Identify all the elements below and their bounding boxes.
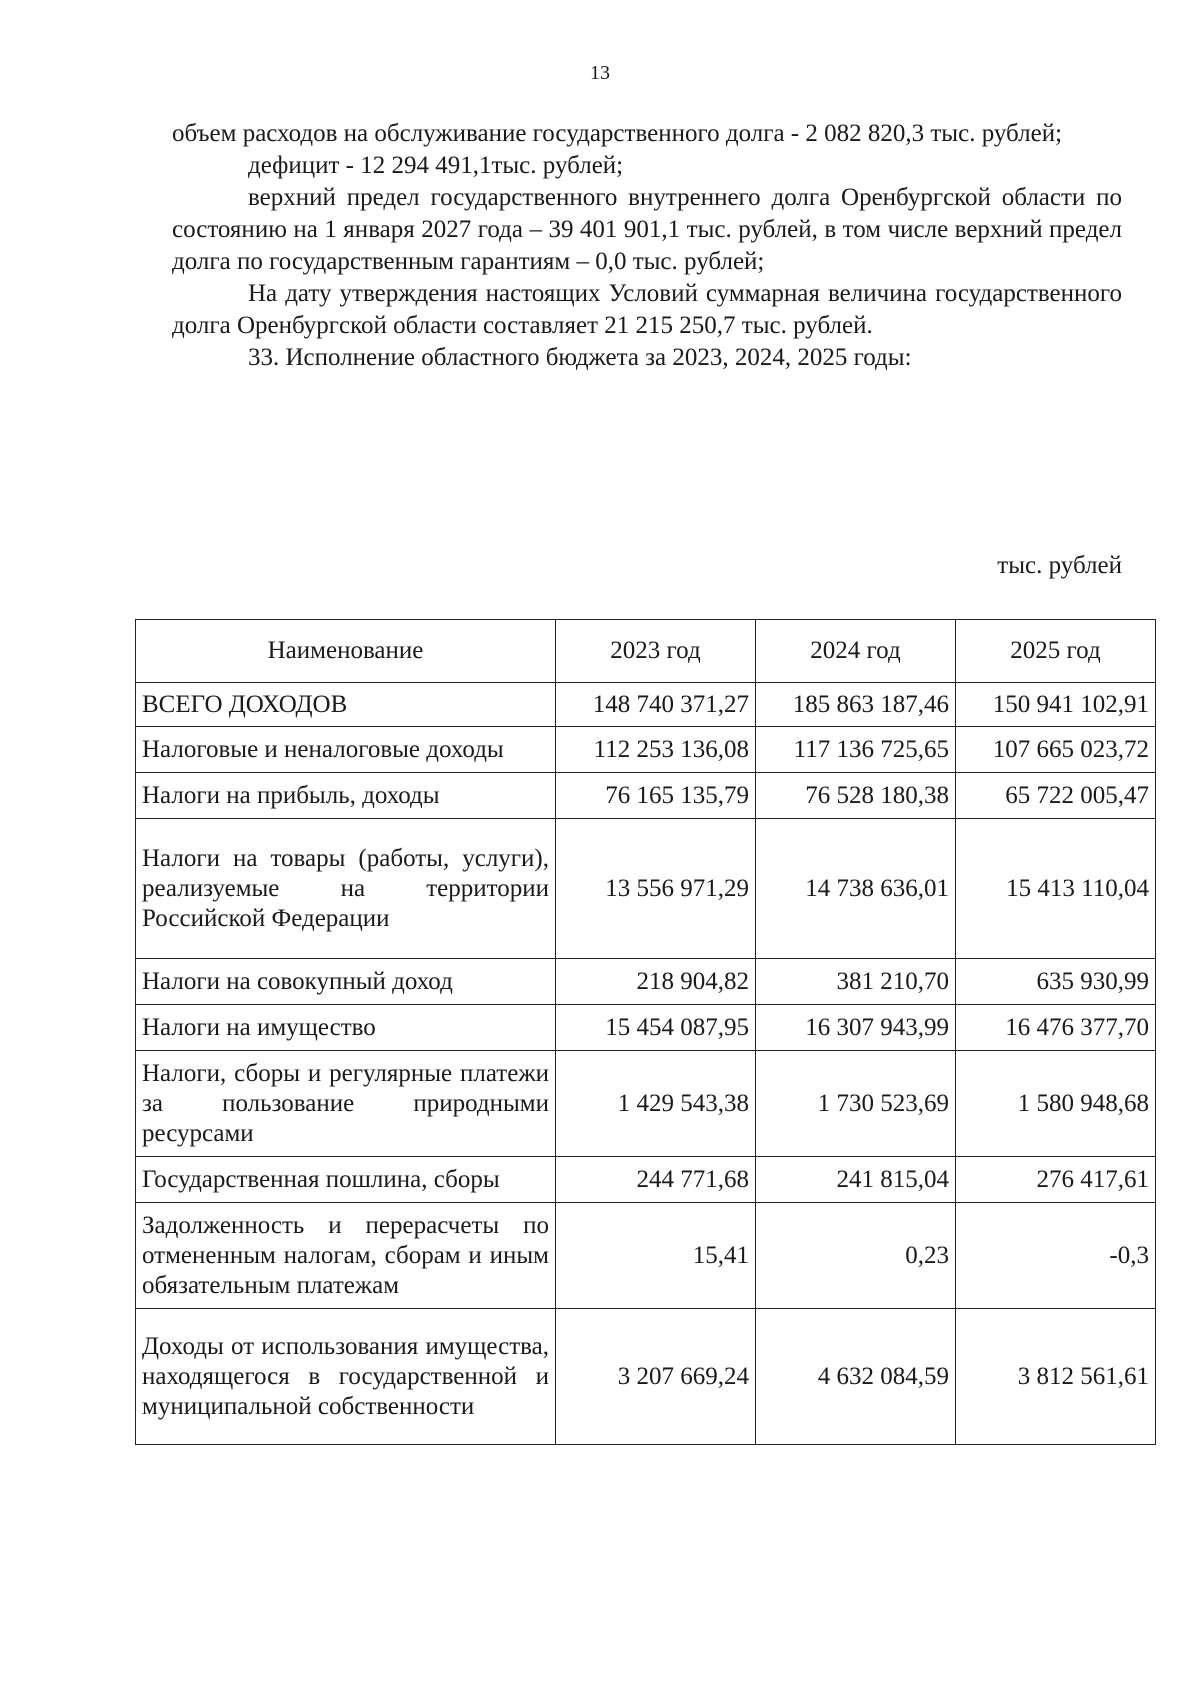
table-row bbox=[136, 1309, 1156, 1445]
row-name-cell: Налоги на имущество bbox=[136, 1005, 556, 1051]
value-2023-cell: 218 904,82 bbox=[556, 959, 756, 1005]
value-2025-cell: 15 413 110,04 bbox=[956, 819, 1156, 959]
page-number: 13 bbox=[590, 62, 610, 84]
value-2025-cell: 107 665 023,72 bbox=[956, 727, 1156, 773]
value-2024-cell: 76 528 180,38 bbox=[756, 773, 956, 819]
row-name-cell: ВСЕГО ДОХОДОВ bbox=[136, 683, 556, 727]
value-2024-cell: 4 632 084,59 bbox=[756, 1309, 956, 1445]
row-name-cell: Задолженность и перерасчеты по отмененным налогам, сборам и иным обязательным платежам bbox=[136, 1203, 556, 1309]
value-2025-cell: 635 930,99 bbox=[956, 959, 1156, 1005]
paragraph: дефицит - 12 294 491,1тыс. рублей; bbox=[248, 152, 624, 179]
value-2023-cell: 1 429 543,38 bbox=[556, 1051, 756, 1157]
value-2025-cell: 3 812 561,61 bbox=[956, 1309, 1156, 1445]
table-row bbox=[136, 959, 1156, 1005]
row-name-cell: Налоги на товары (работы, услуги), реализуемые на территории Российской Федерации bbox=[136, 819, 556, 959]
value-2023-cell: 244 771,68 bbox=[556, 1157, 756, 1203]
value-2025-cell: 16 476 377,70 bbox=[956, 1005, 1156, 1051]
paragraph: На дату утверждения настоящих Условий суммарная величина государственного долга Оренбургской области составляет 21 215 250,7 тыс. рублей. bbox=[172, 280, 1122, 339]
row-name-cell: Налоги на совокупный доход bbox=[136, 959, 556, 1005]
value-2024-cell: 241 815,04 bbox=[756, 1157, 956, 1203]
value-2025-cell: -0,3 bbox=[956, 1203, 1156, 1309]
header-2024: 2024 год bbox=[756, 620, 956, 683]
paragraph: объем расходов на обслуживание государственного долга - 2 082 820,3 тыс. рублей; bbox=[172, 120, 1063, 147]
table-row bbox=[136, 773, 1156, 819]
header-2025: 2025 год bbox=[956, 620, 1156, 683]
table-row bbox=[136, 727, 1156, 773]
header-name: Наименование bbox=[136, 620, 556, 683]
row-name-cell: Налоговые и неналоговые доходы bbox=[136, 727, 556, 773]
table-header-row bbox=[136, 620, 1156, 683]
value-2023-cell: 13 556 971,29 bbox=[556, 819, 756, 959]
value-2023-cell: 15,41 bbox=[556, 1203, 756, 1309]
value-2024-cell: 185 863 187,46 bbox=[756, 683, 956, 727]
value-2025-cell: 276 417,61 bbox=[956, 1157, 1156, 1203]
value-2023-cell: 15 454 087,95 bbox=[556, 1005, 756, 1051]
table-row bbox=[136, 819, 1156, 959]
value-2025-cell: 150 941 102,91 bbox=[956, 683, 1156, 727]
value-2024-cell: 0,23 bbox=[756, 1203, 956, 1309]
body-text bbox=[172, 118, 1122, 374]
value-2024-cell: 381 210,70 bbox=[756, 959, 956, 1005]
unit-label: тыс. рублей bbox=[997, 552, 1122, 579]
row-name-cell: Государственная пошлина, сборы bbox=[136, 1157, 556, 1203]
value-2025-cell: 1 580 948,68 bbox=[956, 1051, 1156, 1157]
value-2024-cell: 117 136 725,65 bbox=[756, 727, 956, 773]
row-name-cell: Доходы от использования имущества, находящегося в государственной и муниципальной собственности bbox=[136, 1309, 556, 1445]
value-2024-cell: 16 307 943,99 bbox=[756, 1005, 956, 1051]
value-2025-cell: 65 722 005,47 bbox=[956, 773, 1156, 819]
header-2023: 2023 год bbox=[556, 620, 756, 683]
row-name-cell: Налоги, сборы и регулярные платежи за пользование природными ресурсами bbox=[136, 1051, 556, 1157]
table-row bbox=[136, 683, 1156, 727]
table-row bbox=[136, 1157, 1156, 1203]
value-2023-cell: 76 165 135,79 bbox=[556, 773, 756, 819]
value-2023-cell: 148 740 371,27 bbox=[556, 683, 756, 727]
paragraph: верхний предел государственного внутреннего долга Оренбургской области по состоянию на 1 января 2027 года – 39 401 901,1 тыс. рублей, в том числе верхний предел долга по государственным гарантиям – 0,0 тыс. рублей; bbox=[172, 184, 1122, 275]
table-row bbox=[136, 1051, 1156, 1157]
paragraph: 33. Исполнение областного бюджета за 2023, 2024, 2025 годы: bbox=[248, 344, 912, 371]
table-row bbox=[136, 1203, 1156, 1309]
value-2023-cell: 3 207 669,24 bbox=[556, 1309, 756, 1445]
budget-table bbox=[135, 619, 1156, 1445]
value-2024-cell: 14 738 636,01 bbox=[756, 819, 956, 959]
table-row bbox=[136, 1005, 1156, 1051]
table-body bbox=[136, 683, 1156, 1445]
row-name-cell: Налоги на прибыль, доходы bbox=[136, 773, 556, 819]
value-2023-cell: 112 253 136,08 bbox=[556, 727, 756, 773]
value-2024-cell: 1 730 523,69 bbox=[756, 1051, 956, 1157]
